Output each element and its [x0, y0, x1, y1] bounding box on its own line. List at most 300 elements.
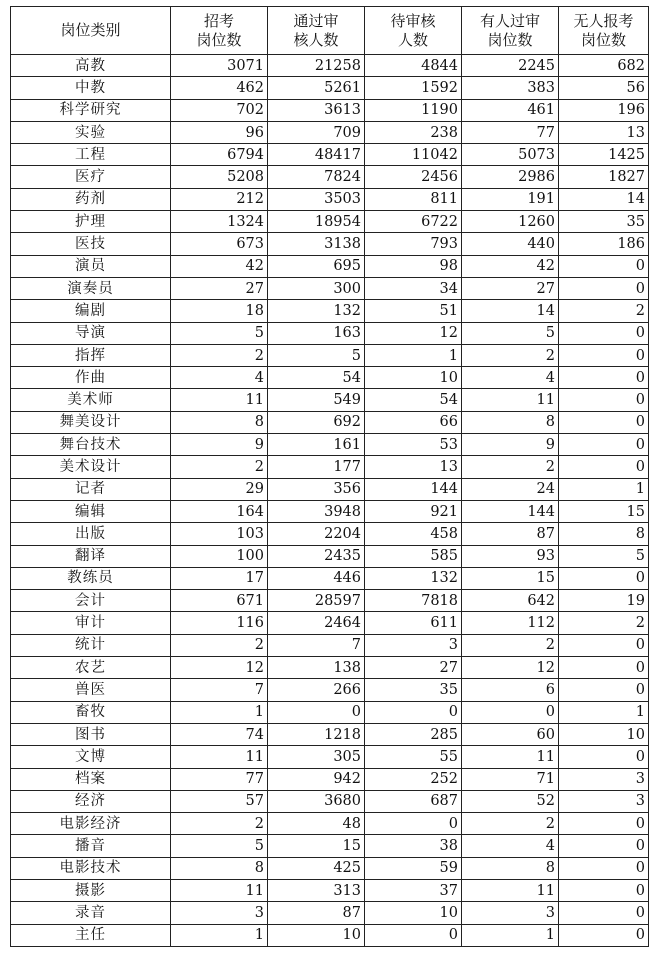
cell-category: 高教 — [11, 55, 171, 77]
cell-approved: 2435 — [268, 545, 365, 567]
cell-category: 科学研究 — [11, 99, 171, 121]
cell-unfilled: 2 — [559, 612, 649, 634]
cell-approved: 2464 — [268, 612, 365, 634]
table-row — [11, 367, 649, 389]
cell-unfilled: 1827 — [559, 166, 649, 188]
cell-approved: 692 — [268, 411, 365, 433]
cell-unfilled: 0 — [559, 835, 649, 857]
cell-filled: 77 — [462, 121, 559, 143]
cell-approved: 161 — [268, 434, 365, 456]
cell-filled: 52 — [462, 790, 559, 812]
cell-positions: 7 — [171, 679, 268, 701]
table-row — [11, 99, 649, 121]
cell-positions: 3 — [171, 902, 268, 924]
cell-positions: 5208 — [171, 166, 268, 188]
cell-pending: 55 — [365, 746, 462, 768]
table-row — [11, 902, 649, 924]
cell-pending: 34 — [365, 277, 462, 299]
cell-category: 美术师 — [11, 389, 171, 411]
cell-unfilled: 0 — [559, 344, 649, 366]
cell-unfilled: 0 — [559, 567, 649, 589]
cell-approved: 356 — [268, 478, 365, 500]
header-approved — [268, 7, 365, 55]
cell-pending: 132 — [365, 567, 462, 589]
cell-approved: 695 — [268, 255, 365, 277]
cell-unfilled: 5 — [559, 545, 649, 567]
cell-positions: 8 — [171, 411, 268, 433]
cell-category: 审计 — [11, 612, 171, 634]
cell-filled: 71 — [462, 768, 559, 790]
cell-approved: 132 — [268, 300, 365, 322]
cell-positions: 29 — [171, 478, 268, 500]
cell-positions: 11 — [171, 389, 268, 411]
table-row — [11, 634, 649, 656]
cell-filled: 27 — [462, 277, 559, 299]
cell-positions: 1 — [171, 924, 268, 946]
cell-unfilled: 186 — [559, 233, 649, 255]
cell-unfilled: 0 — [559, 277, 649, 299]
cell-pending: 144 — [365, 478, 462, 500]
cell-unfilled: 0 — [559, 456, 649, 478]
table-row — [11, 879, 649, 901]
cell-filled: 87 — [462, 523, 559, 545]
cell-approved: 138 — [268, 657, 365, 679]
cell-approved: 18954 — [268, 211, 365, 233]
cell-approved: 21258 — [268, 55, 365, 77]
table-row — [11, 434, 649, 456]
cell-category: 编剧 — [11, 300, 171, 322]
cell-unfilled: 0 — [559, 902, 649, 924]
cell-approved: 87 — [268, 902, 365, 924]
table-row — [11, 567, 649, 589]
cell-positions: 2 — [171, 456, 268, 478]
cell-category: 畜牧 — [11, 701, 171, 723]
table-row — [11, 500, 649, 522]
cell-positions: 2 — [171, 344, 268, 366]
cell-category: 图书 — [11, 723, 171, 745]
cell-unfilled: 0 — [559, 657, 649, 679]
table-body — [11, 55, 649, 947]
cell-approved: 3138 — [268, 233, 365, 255]
cell-positions: 4 — [171, 367, 268, 389]
cell-positions: 11 — [171, 746, 268, 768]
cell-pending: 3 — [365, 634, 462, 656]
cell-pending: 921 — [365, 500, 462, 522]
cell-category: 舞台技术 — [11, 434, 171, 456]
cell-filled: 642 — [462, 590, 559, 612]
cell-pending: 38 — [365, 835, 462, 857]
cell-filled: 8 — [462, 411, 559, 433]
cell-approved: 709 — [268, 121, 365, 143]
table-row — [11, 389, 649, 411]
cell-positions: 164 — [171, 500, 268, 522]
cell-category: 教练员 — [11, 567, 171, 589]
cell-filled: 2245 — [462, 55, 559, 77]
cell-pending: 11042 — [365, 144, 462, 166]
table-row — [11, 322, 649, 344]
cell-pending: 238 — [365, 121, 462, 143]
cell-unfilled: 8 — [559, 523, 649, 545]
cell-approved: 48 — [268, 813, 365, 835]
cell-pending: 10 — [365, 367, 462, 389]
cell-positions: 8 — [171, 857, 268, 879]
cell-positions: 212 — [171, 188, 268, 210]
cell-approved: 549 — [268, 389, 365, 411]
cell-unfilled: 10 — [559, 723, 649, 745]
cell-positions: 17 — [171, 567, 268, 589]
cell-approved: 446 — [268, 567, 365, 589]
cell-approved: 3503 — [268, 188, 365, 210]
cell-approved: 10 — [268, 924, 365, 946]
cell-category: 摄影 — [11, 879, 171, 901]
cell-category: 记者 — [11, 478, 171, 500]
cell-positions: 702 — [171, 99, 268, 121]
cell-filled: 11 — [462, 389, 559, 411]
cell-category: 农艺 — [11, 657, 171, 679]
cell-category: 主任 — [11, 924, 171, 946]
cell-category: 指挥 — [11, 344, 171, 366]
cell-approved: 1218 — [268, 723, 365, 745]
statistics-table — [10, 6, 649, 947]
cell-positions: 2 — [171, 634, 268, 656]
cell-positions: 77 — [171, 768, 268, 790]
cell-positions: 6794 — [171, 144, 268, 166]
table-row — [11, 723, 649, 745]
cell-category: 会计 — [11, 590, 171, 612]
cell-unfilled: 19 — [559, 590, 649, 612]
cell-filled: 93 — [462, 545, 559, 567]
cell-unfilled: 0 — [559, 634, 649, 656]
cell-pending: 793 — [365, 233, 462, 255]
cell-filled: 2 — [462, 813, 559, 835]
table-row — [11, 166, 649, 188]
cell-filled: 461 — [462, 99, 559, 121]
cell-category: 播音 — [11, 835, 171, 857]
table-row — [11, 857, 649, 879]
cell-category: 兽医 — [11, 679, 171, 701]
cell-pending: 0 — [365, 701, 462, 723]
cell-unfilled: 0 — [559, 679, 649, 701]
cell-unfilled: 0 — [559, 367, 649, 389]
cell-approved: 5 — [268, 344, 365, 366]
cell-approved: 163 — [268, 322, 365, 344]
table-row — [11, 277, 649, 299]
cell-approved: 305 — [268, 746, 365, 768]
cell-unfilled: 15 — [559, 500, 649, 522]
cell-category: 美术设计 — [11, 456, 171, 478]
table-row — [11, 813, 649, 835]
table-row — [11, 679, 649, 701]
cell-approved: 48417 — [268, 144, 365, 166]
cell-approved: 28597 — [268, 590, 365, 612]
cell-approved: 313 — [268, 879, 365, 901]
cell-pending: 811 — [365, 188, 462, 210]
header-unfilled-line2: 岗位数 — [580, 30, 626, 49]
cell-approved: 177 — [268, 456, 365, 478]
cell-unfilled: 56 — [559, 77, 649, 99]
cell-pending: 585 — [365, 545, 462, 567]
table-row — [11, 233, 649, 255]
cell-approved: 425 — [268, 857, 365, 879]
header-pending-line1: 待审核 — [390, 11, 436, 30]
header-positions — [171, 7, 268, 55]
table-row — [11, 255, 649, 277]
cell-pending: 252 — [365, 768, 462, 790]
cell-filled: 6 — [462, 679, 559, 701]
cell-category: 医疗 — [11, 166, 171, 188]
cell-positions: 96 — [171, 121, 268, 143]
cell-approved: 3680 — [268, 790, 365, 812]
cell-unfilled: 0 — [559, 813, 649, 835]
cell-category: 中教 — [11, 77, 171, 99]
cell-pending: 12 — [365, 322, 462, 344]
cell-pending: 458 — [365, 523, 462, 545]
cell-unfilled: 1 — [559, 478, 649, 500]
table-row — [11, 188, 649, 210]
cell-positions: 1 — [171, 701, 268, 723]
cell-category: 演奏员 — [11, 277, 171, 299]
cell-unfilled: 3 — [559, 790, 649, 812]
cell-filled: 11 — [462, 746, 559, 768]
cell-positions: 5 — [171, 835, 268, 857]
header-unfilled-line1: 无人报考 — [573, 11, 634, 30]
table-row — [11, 456, 649, 478]
cell-positions: 2 — [171, 813, 268, 835]
cell-category: 作曲 — [11, 367, 171, 389]
cell-pending: 6722 — [365, 211, 462, 233]
cell-pending: 1592 — [365, 77, 462, 99]
table-row — [11, 144, 649, 166]
cell-pending: 13 — [365, 456, 462, 478]
cell-pending: 54 — [365, 389, 462, 411]
cell-filled: 11 — [462, 879, 559, 901]
cell-category: 录音 — [11, 902, 171, 924]
cell-category: 编辑 — [11, 500, 171, 522]
header-pending — [365, 7, 462, 55]
cell-positions: 74 — [171, 723, 268, 745]
header-approved-line1: 通过审 — [293, 11, 339, 30]
cell-category: 医技 — [11, 233, 171, 255]
cell-filled: 3 — [462, 902, 559, 924]
cell-filled: 440 — [462, 233, 559, 255]
cell-filled: 1 — [462, 924, 559, 946]
cell-category: 电影经济 — [11, 813, 171, 835]
cell-approved: 300 — [268, 277, 365, 299]
cell-positions: 18 — [171, 300, 268, 322]
cell-filled: 15 — [462, 567, 559, 589]
cell-filled: 42 — [462, 255, 559, 277]
table-row — [11, 211, 649, 233]
table-row — [11, 768, 649, 790]
cell-positions: 57 — [171, 790, 268, 812]
cell-filled: 1260 — [462, 211, 559, 233]
table-row — [11, 545, 649, 567]
cell-pending: 1 — [365, 344, 462, 366]
cell-positions: 11 — [171, 879, 268, 901]
cell-filled: 12 — [462, 657, 559, 679]
table-row — [11, 746, 649, 768]
cell-unfilled: 0 — [559, 255, 649, 277]
cell-filled: 60 — [462, 723, 559, 745]
header-category — [11, 7, 171, 55]
table-row — [11, 924, 649, 946]
cell-unfilled: 35 — [559, 211, 649, 233]
cell-unfilled: 196 — [559, 99, 649, 121]
cell-unfilled: 0 — [559, 746, 649, 768]
cell-unfilled: 1425 — [559, 144, 649, 166]
cell-unfilled: 0 — [559, 434, 649, 456]
cell-pending: 27 — [365, 657, 462, 679]
cell-unfilled: 1 — [559, 701, 649, 723]
cell-positions: 673 — [171, 233, 268, 255]
cell-unfilled: 0 — [559, 857, 649, 879]
cell-approved: 54 — [268, 367, 365, 389]
cell-pending: 611 — [365, 612, 462, 634]
header-approved-line2: 核人数 — [293, 30, 339, 49]
cell-filled: 2986 — [462, 166, 559, 188]
table-row — [11, 77, 649, 99]
cell-positions: 462 — [171, 77, 268, 99]
cell-unfilled: 14 — [559, 188, 649, 210]
cell-approved: 7824 — [268, 166, 365, 188]
table-header — [11, 7, 649, 55]
table-row — [11, 790, 649, 812]
cell-approved: 942 — [268, 768, 365, 790]
cell-filled: 9 — [462, 434, 559, 456]
cell-category: 电影技术 — [11, 857, 171, 879]
cell-pending: 687 — [365, 790, 462, 812]
cell-filled: 8 — [462, 857, 559, 879]
cell-positions: 12 — [171, 657, 268, 679]
cell-filled: 5073 — [462, 144, 559, 166]
cell-filled: 0 — [462, 701, 559, 723]
cell-pending: 35 — [365, 679, 462, 701]
cell-filled: 24 — [462, 478, 559, 500]
cell-category: 护理 — [11, 211, 171, 233]
cell-pending: 37 — [365, 879, 462, 901]
cell-category: 经济 — [11, 790, 171, 812]
cell-category: 工程 — [11, 144, 171, 166]
header-filled — [462, 7, 559, 55]
cell-filled: 112 — [462, 612, 559, 634]
cell-category: 翻译 — [11, 545, 171, 567]
cell-filled: 14 — [462, 300, 559, 322]
cell-positions: 103 — [171, 523, 268, 545]
cell-unfilled: 0 — [559, 322, 649, 344]
table-row — [11, 657, 649, 679]
cell-category: 出版 — [11, 523, 171, 545]
cell-filled: 144 — [462, 500, 559, 522]
table-row — [11, 411, 649, 433]
cell-approved: 7 — [268, 634, 365, 656]
cell-category: 舞美设计 — [11, 411, 171, 433]
table-row — [11, 701, 649, 723]
header-unfilled — [559, 7, 649, 55]
cell-pending: 1190 — [365, 99, 462, 121]
cell-pending: 98 — [365, 255, 462, 277]
cell-category: 档案 — [11, 768, 171, 790]
cell-pending: 59 — [365, 857, 462, 879]
cell-positions: 1324 — [171, 211, 268, 233]
header-filled-line1: 有人过审 — [479, 11, 540, 30]
cell-pending: 51 — [365, 300, 462, 322]
cell-positions: 3071 — [171, 55, 268, 77]
cell-positions: 671 — [171, 590, 268, 612]
table-row — [11, 300, 649, 322]
cell-unfilled: 3 — [559, 768, 649, 790]
cell-category: 药剂 — [11, 188, 171, 210]
table-row — [11, 478, 649, 500]
cell-unfilled: 2 — [559, 300, 649, 322]
cell-category: 统计 — [11, 634, 171, 656]
table-row — [11, 612, 649, 634]
cell-category: 导演 — [11, 322, 171, 344]
cell-pending: 10 — [365, 902, 462, 924]
cell-filled: 2 — [462, 344, 559, 366]
table-row — [11, 121, 649, 143]
cell-approved: 2204 — [268, 523, 365, 545]
cell-category: 实验 — [11, 121, 171, 143]
cell-positions: 100 — [171, 545, 268, 567]
cell-unfilled: 0 — [559, 389, 649, 411]
header-positions-line2: 岗位数 — [196, 30, 242, 49]
cell-unfilled: 0 — [559, 924, 649, 946]
cell-pending: 66 — [365, 411, 462, 433]
cell-filled: 5 — [462, 322, 559, 344]
header-filled-line2: 岗位数 — [487, 30, 533, 49]
cell-filled: 4 — [462, 367, 559, 389]
cell-filled: 4 — [462, 835, 559, 857]
cell-approved: 0 — [268, 701, 365, 723]
cell-unfilled: 13 — [559, 121, 649, 143]
cell-positions: 116 — [171, 612, 268, 634]
cell-pending: 0 — [365, 813, 462, 835]
table-row — [11, 835, 649, 857]
cell-pending: 53 — [365, 434, 462, 456]
table-row — [11, 590, 649, 612]
cell-pending: 0 — [365, 924, 462, 946]
cell-positions: 9 — [171, 434, 268, 456]
cell-category: 文博 — [11, 746, 171, 768]
header-row — [11, 7, 649, 55]
cell-approved: 15 — [268, 835, 365, 857]
cell-pending: 7818 — [365, 590, 462, 612]
cell-filled: 383 — [462, 77, 559, 99]
header-positions-line1: 招考 — [203, 11, 234, 30]
cell-approved: 3613 — [268, 99, 365, 121]
header-category-line1: 岗位类别 — [60, 21, 121, 39]
cell-approved: 5261 — [268, 77, 365, 99]
cell-filled: 2 — [462, 456, 559, 478]
cell-unfilled: 682 — [559, 55, 649, 77]
cell-approved: 266 — [268, 679, 365, 701]
table-row — [11, 55, 649, 77]
cell-pending: 285 — [365, 723, 462, 745]
cell-filled: 191 — [462, 188, 559, 210]
cell-pending: 4844 — [365, 55, 462, 77]
cell-filled: 2 — [462, 634, 559, 656]
cell-positions: 27 — [171, 277, 268, 299]
cell-positions: 5 — [171, 322, 268, 344]
cell-unfilled: 0 — [559, 879, 649, 901]
cell-category: 演员 — [11, 255, 171, 277]
header-pending-line2: 人数 — [397, 30, 428, 49]
cell-pending: 2456 — [365, 166, 462, 188]
cell-positions: 42 — [171, 255, 268, 277]
cell-approved: 3948 — [268, 500, 365, 522]
table-row — [11, 523, 649, 545]
table-row — [11, 344, 649, 366]
